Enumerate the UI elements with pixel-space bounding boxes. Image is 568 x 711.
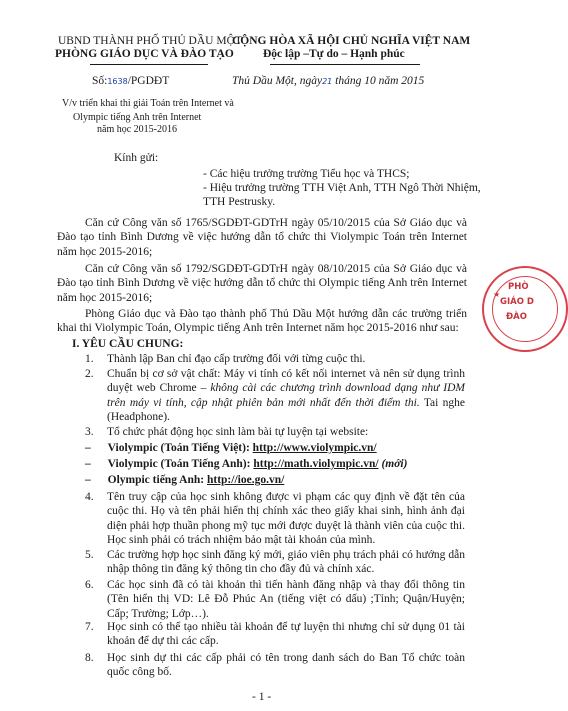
website-1-link[interactable]: http://www.violympic.vn/	[252, 442, 377, 454]
header-right-underline	[270, 64, 420, 65]
header-department: PHÒNG GIÁO DỤC VÀ ĐÀO TẠO	[55, 48, 234, 60]
subject-line-1: V/v triển khai thi giải Toán trên Internet và	[62, 98, 234, 109]
stamp-text-line-1: PHÒ	[508, 282, 529, 292]
item-1-text: Thành lập Ban chỉ đạo cấp trường đối với từng cuộc thi.	[107, 353, 366, 365]
recipients-label: Kính gửi:	[114, 152, 159, 164]
stamp-text-line-3: ĐÀO	[506, 312, 527, 322]
website-2-link[interactable]: http://math.violympic.vn/	[253, 458, 379, 470]
paragraph-guidance: Phòng Giáo dục và Đào tạo thành phố Thủ Dầu Một hướng dẫn các trường triển khai thi Violympic Toán, Olympic tiếng Anh trên Internet năm học 2015-2016 như sau:	[57, 308, 467, 335]
item-3-text: Tổ chức phát động học sinh làm bài tự luyện tại website:	[107, 426, 369, 438]
item-7-text: Học sinh có thể tạo nhiều tài khoản để tự luyện thi nhưng chỉ sử dụng 01 tài khoản để dự thi các cấp.	[107, 621, 465, 648]
document-date-handwritten: 21	[322, 77, 333, 86]
paragraph-basis-2: Căn cứ Công văn số 1792/SGDĐT-GDTrH ngày 08/10/2015 của Sở Giáo dục và Đào tạo tỉnh Bình Dương về việc hướng dẫn tổ chức thi Olympic tiếng Anh trên Internet năm học 2015-2016;	[57, 263, 467, 304]
recipient-1: - Các hiệu trưởng trường Tiểu học và THCS;	[203, 168, 410, 180]
stamp-dot: ★	[493, 290, 501, 299]
item-5-text: Các trường hợp học sinh đăng ký mới, giáo viên phụ trách phải có hướng dẫn nhập thông tin đăng ký thông tin cho đầy đủ và chính xác.	[107, 549, 465, 576]
stamp-text-line-2: GIÁO D	[500, 297, 534, 307]
document-number-handwritten: 1638	[107, 77, 128, 86]
item-number-6: 6.	[85, 579, 94, 591]
item-2-italic-note: không cài các chương trình download dạng như IDM trên máy vi tính, cập nhật phiên bản mới nhất đến thời điểm thi.	[107, 382, 465, 409]
item-4-text: Tên truy cập của học sinh không được vi phạm các quy định về đặt tên của cuộc thi. Họ và tên phải hiển thị chính xác theo giấy khai sinh, hình ảnh đại diện phải hợp thuần phong mỹ tục mới được duyệt là thành viên của cuộc thi. Học sinh phải có trách nhiệm bảo mật tài khoản của mình.	[107, 491, 465, 547]
item-number-1: 1.	[85, 353, 94, 365]
website-1: – Violympic (Toán Tiếng Việt): http://www.violympic.vn/	[85, 442, 377, 454]
item-2-text: Chuẩn bị cơ sở vật chất: Máy vi tính có kết nối internet và nên sử dụng trình duyệt web Chrome – không cài các chương trình download dạng như IDM trên máy vi tính, cập nhật phiên bản mới nhất đến thời điểm thi. Tai nghe (Headphone).	[107, 368, 466, 424]
subject-line-2: Olympic tiếng Anh trên Internet	[73, 112, 202, 123]
item-number-3: 3.	[85, 426, 94, 438]
document-number: Số:1638/PGDĐT	[92, 75, 170, 87]
website-2: – Violympic (Toán Tiếng Anh): http://math.violympic.vn/ (mới)	[85, 458, 408, 470]
header-country: CỘNG HÒA XÃ HỘI CHỦ NGHĨA VIỆT NAM	[232, 35, 471, 47]
item-number-4: 4.	[85, 491, 94, 503]
recipient-2: - Hiệu trưởng trường TTH Việt Anh, TTH Ngô Thời Nhiệm,	[203, 182, 481, 194]
paragraph-basis-1: Căn cứ Công văn số 1765/SGDĐT-GDTrH ngày 05/10/2015 của Sở Giáo dục và Đào tạo tỉnh Bình Dương về việc hướng dẫn tổ chức thi Violympic Toán trên Internet năm học 2015-2016;	[57, 217, 467, 258]
recipient-3: TTH Pestrusky.	[203, 196, 276, 208]
item-6-text: Các học sinh đã có tài khoản thì tiến hành đăng nhập và thay đổi thông tin (Tên hiển thị VD: Lê Đỗ Phúc An (tiếng việt có dấu) ;Tỉnh; Quận/Huyện; Cấp; Trường; Lớp…).	[107, 579, 465, 620]
item-number-8: 8.	[85, 652, 94, 664]
item-8-text: Học sinh dự thi các cấp phải có tên trong danh sách do Ban Tổ chức toàn quốc công bố.	[107, 652, 465, 679]
page-number: - 1 -	[252, 691, 272, 703]
item-number-7: 7.	[85, 621, 94, 633]
section-heading: I. YÊU CẦU CHUNG:	[72, 338, 184, 350]
website-3: – Olympic tiếng Anh: http://ioe.go.vn/	[85, 474, 285, 486]
item-number-2: 2.	[85, 368, 94, 380]
document-date: Thủ Dầu Một, ngày21 tháng 10 năm 2015	[232, 75, 425, 87]
website-2-new-note: (mới)	[381, 458, 408, 470]
subject-line-3: năm học 2015-2016	[97, 124, 177, 135]
header-motto: Độc lập –Tự do – Hạnh phúc	[263, 48, 405, 60]
item-number-5: 5.	[85, 549, 94, 561]
header-authority: UBND THÀNH PHỐ THỦ DẦU MỘT	[58, 35, 242, 47]
official-stamp	[482, 266, 568, 352]
website-3-link[interactable]: http://ioe.go.vn/	[206, 474, 285, 486]
header-left-underline	[90, 64, 208, 65]
